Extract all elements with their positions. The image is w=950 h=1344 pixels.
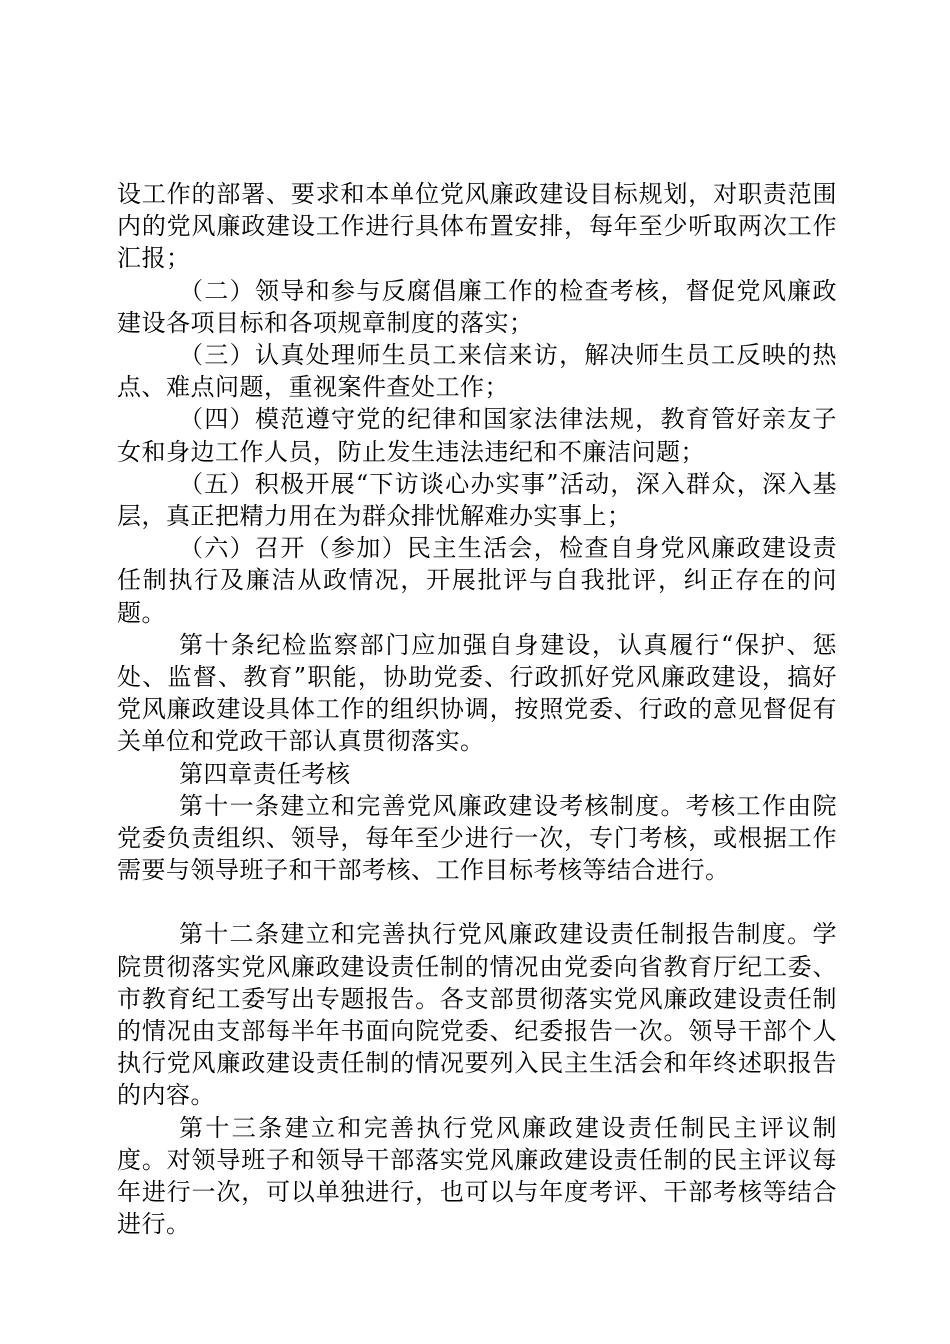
paragraph-item-5: （五）积极开展“下访谈心办实事”活动，深入群众，深入基层，真正把精力用在为群众排忧解难办实事上； xyxy=(117,469,837,531)
paragraph-item-3: （三）认真处理师生员工来信来访，解决师生员工反映的热点、难点问题，重视案件查处工作； xyxy=(117,341,837,402)
chapter-heading: 第四章责任考核 xyxy=(179,759,351,788)
paragraph-article-12: 第十二条建立和完善执行党风廉政建设责任制报告制度。学院贯彻落实党风廉政建设责任制的情况由党委向省教育厅纪工委、市教育纪工委写出专题报告。各支部贯彻落实党风廉政建设责任制的情况由支部每半年书面向院党委、纪委报告一次。领导干部个人执行党风廉政建设责任制的情况要列入民主生活会和年终述职报告的内容。 xyxy=(117,920,837,1110)
paragraph-article-13: 第十三条建立和完善执行党风廉政建设责任制民主评议制度。对领导班子和领导干部落实党风廉政建设责任制的民主评议每年进行一次，可以单独进行，也可以与年度考评、干部考核等结合进行。 xyxy=(117,1113,837,1239)
paragraph-article-10: 第十条纪检监察部门应加强自身建设，认真履行“保护、惩处、监督、教育”职能，协助党委、行政抓好党风廉政建设，搞好党风廉政建设具体工作的组织协调，按照党委、行政的意见督促有关单位和党政干部认真贯彻落实。 xyxy=(117,630,837,756)
paragraph-item-2: （二）领导和参与反腐倡廉工作的检查考核，督促党风廉政建设各项目标和各项规章制度的落实； xyxy=(117,276,837,337)
paragraph-item-4: （四）模范遵守党的纪律和国家法律法规，教育管好亲友子女和身边工作人员，防止发生违法违纪和不廉洁问题； xyxy=(117,405,837,466)
paragraph-continuation: 设工作的部署、要求和本单位党风廉政建设目标规划，对职责范围内的党风廉政建设工作进行具体布置安排，每年至少听取两次工作汇报； xyxy=(117,180,837,273)
paragraph-item-6: （六）召开（参加）民主生活会，检查自身党风廉政建设责任制执行及廉洁从政情况，开展批评与自我批评，纠正存在的问题。 xyxy=(117,534,837,627)
document-body xyxy=(117,178,837,1241)
paragraph-article-11: 第十一条建立和完善党风廉政建设考核制度。考核工作由院党委负责组织、领导，每年至少进行一次，专门考核，或根据工作需要与领导班子和干部考核、工作目标考核等结合进行。 xyxy=(117,791,837,885)
